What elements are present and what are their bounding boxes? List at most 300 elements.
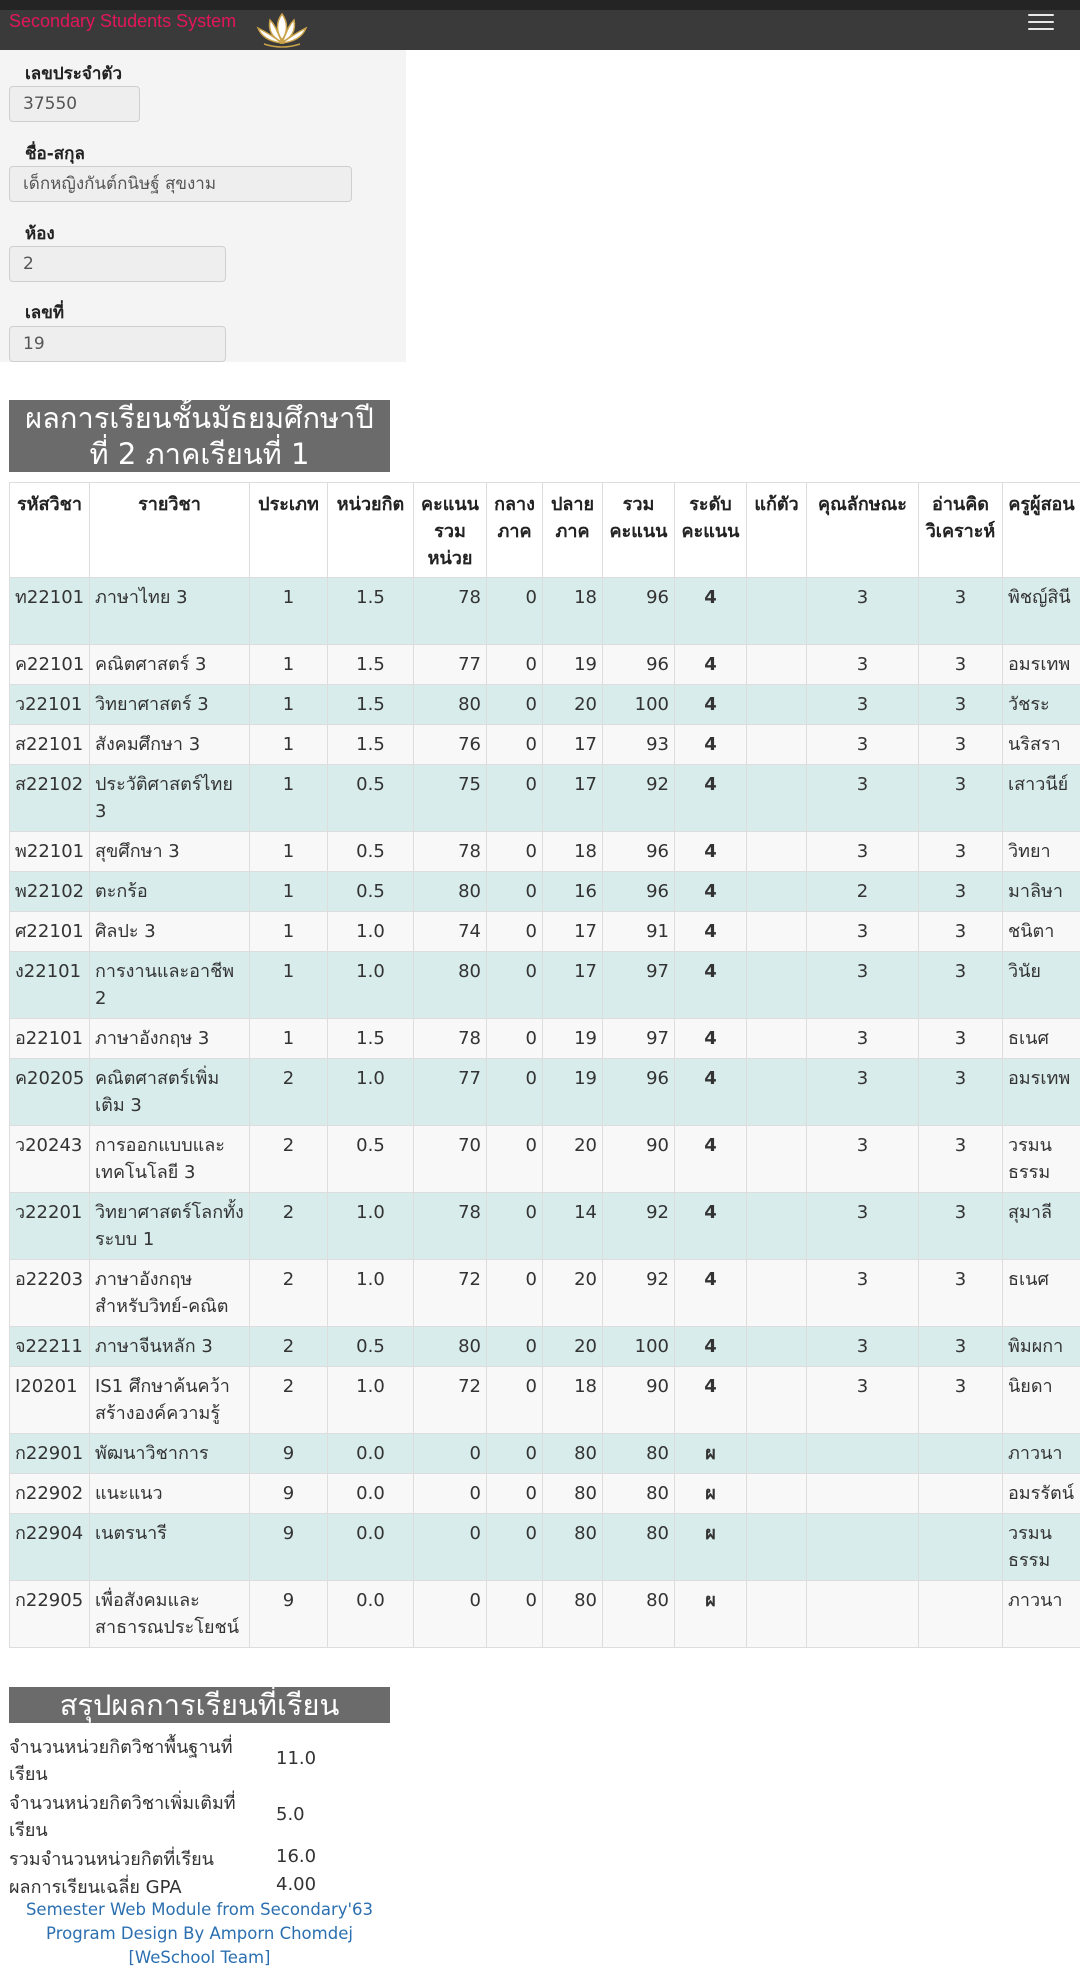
cell-code: I20201 [10, 1367, 90, 1434]
cell-final: 20 [543, 685, 603, 725]
cell-total: 90 [603, 1367, 675, 1434]
col-header: ครูผู้สอน [1003, 483, 1080, 578]
cell-credit: 1.0 [328, 1193, 414, 1260]
cell-code: ว22101 [10, 685, 90, 725]
cell-final: 14 [543, 1193, 603, 1260]
cell-final: 18 [543, 832, 603, 872]
cell-final: 19 [543, 1059, 603, 1126]
footer-line2[interactable]: Program Design By Amporn Chomdej [WeSchool Team] [46, 1924, 353, 1967]
col-header: แก้ตัว [747, 483, 807, 578]
cell-unit-score: 76 [414, 725, 487, 765]
table-row [10, 765, 1080, 832]
cell-credit: 0.5 [328, 832, 414, 872]
cell-final: 17 [543, 725, 603, 765]
summary-panel [9, 1734, 390, 1902]
summary-value: 16.0 [276, 1846, 317, 1867]
cell-final: 20 [543, 1260, 603, 1327]
cell-type: 2 [250, 1327, 328, 1367]
cell-unit-score: 0 [414, 1581, 487, 1648]
cell-trait: 3 [807, 912, 919, 952]
cell-grade: ผ [675, 1581, 747, 1648]
col-header: ระดับคะแนน [675, 483, 747, 578]
cell-total: 93 [603, 725, 675, 765]
table-row [10, 685, 1080, 725]
grades-title [9, 400, 390, 472]
cell-mid: 0 [487, 1434, 543, 1474]
table-row [10, 1126, 1080, 1193]
cell-subject: สังคมศึกษา 3 [90, 725, 250, 765]
cell-code: อ22101 [10, 1019, 90, 1059]
cell-trait: 2 [807, 872, 919, 912]
col-header: ปลายภาค [543, 483, 603, 578]
cell-mid: 0 [487, 1581, 543, 1648]
cell-retake [747, 578, 807, 645]
cell-grade: 4 [675, 1193, 747, 1260]
col-header: คุณลักษณะ [807, 483, 919, 578]
cell-type: 2 [250, 1126, 328, 1193]
cell-teacher: วัชระ [1003, 685, 1080, 725]
cell-teacher: พิมผกา [1003, 1327, 1080, 1367]
cell-teacher: อมรเทพ [1003, 1059, 1080, 1126]
cell-trait [807, 1474, 919, 1514]
cell-teacher: ธเนศ [1003, 1019, 1080, 1059]
cell-grade: ผ [675, 1474, 747, 1514]
cell-final: 80 [543, 1581, 603, 1648]
cell-code: ง22101 [10, 952, 90, 1019]
cell-trait: 3 [807, 952, 919, 1019]
cell-mid: 0 [487, 952, 543, 1019]
cell-type: 1 [250, 725, 328, 765]
cell-retake [747, 1581, 807, 1648]
cell-type: 9 [250, 1474, 328, 1514]
cell-subject: พัฒนาวิชาการ [90, 1434, 250, 1474]
cell-type: 2 [250, 1059, 328, 1126]
cell-code: ค22101 [10, 645, 90, 685]
table-row [10, 1514, 1080, 1581]
cell-total: 92 [603, 765, 675, 832]
brand-title[interactable]: Secondary Students System [9, 11, 237, 31]
cell-unit-score: 77 [414, 1059, 487, 1126]
table-row [10, 1019, 1080, 1059]
cell-mid: 0 [487, 912, 543, 952]
cell-reading [919, 1514, 1003, 1581]
cell-teacher: ชนิตา [1003, 912, 1080, 952]
cell-trait: 3 [807, 1126, 919, 1193]
table-row [10, 578, 1080, 645]
cell-total: 96 [603, 872, 675, 912]
cell-subject: ภาษาอังกฤษ 3 [90, 1019, 250, 1059]
cell-trait: 3 [807, 578, 919, 645]
cell-unit-score: 0 [414, 1474, 487, 1514]
cell-unit-score: 80 [414, 872, 487, 912]
cell-code: ก22901 [10, 1434, 90, 1474]
cell-retake [747, 1126, 807, 1193]
cell-mid: 0 [487, 1260, 543, 1327]
cell-reading: 3 [919, 1126, 1003, 1193]
cell-code: ก22902 [10, 1474, 90, 1514]
cell-credit: 1.0 [328, 952, 414, 1019]
col-header: อ่านคิดวิเคราะห์ [919, 483, 1003, 578]
cell-mid: 0 [487, 1193, 543, 1260]
cell-unit-score: 75 [414, 765, 487, 832]
cell-teacher: วินัย [1003, 952, 1080, 1019]
cell-unit-score: 0 [414, 1514, 487, 1581]
cell-subject: เนตรนารี [90, 1514, 250, 1581]
cell-type: 2 [250, 1260, 328, 1327]
cell-type: 9 [250, 1581, 328, 1648]
cell-grade: 4 [675, 765, 747, 832]
cell-reading [919, 1474, 1003, 1514]
cell-unit-score: 78 [414, 832, 487, 872]
cell-trait: 3 [807, 1327, 919, 1367]
cell-reading: 3 [919, 832, 1003, 872]
cell-grade: 4 [675, 1059, 747, 1126]
cell-code: ค20205 [10, 1059, 90, 1126]
cell-type: 1 [250, 832, 328, 872]
lotus-icon [254, 10, 310, 48]
cell-grade: 4 [675, 872, 747, 912]
grades-title-line1: ผลการเรียนชั้นมัธยมศึกษาปี [25, 401, 374, 435]
cell-subject: การงานและอาชีพ 2 [90, 952, 250, 1019]
cell-credit: 1.5 [328, 578, 414, 645]
cell-code: ก22904 [10, 1514, 90, 1581]
top-navbar [0, 0, 1080, 50]
cell-subject: ภาษาอังกฤษสำหรับวิทย์-คณิต [90, 1260, 250, 1327]
cell-trait [807, 1514, 919, 1581]
cell-final: 17 [543, 912, 603, 952]
summary-label: จำนวนหน่วยกิตวิชาเพิ่มเติมที่เรียน [9, 1793, 236, 1841]
cell-credit: 0.0 [328, 1514, 414, 1581]
table-row [10, 1193, 1080, 1260]
cell-grade: 4 [675, 952, 747, 1019]
cell-unit-score: 74 [414, 912, 487, 952]
footer-line1[interactable]: Semester Web Module from Secondary'63 [25, 1900, 374, 1919]
cell-unit-score: 72 [414, 1367, 487, 1434]
cell-reading: 3 [919, 952, 1003, 1019]
cell-teacher: วิทยา [1003, 832, 1080, 872]
room-field[interactable]: 2 [9, 246, 226, 282]
cell-mid: 0 [487, 872, 543, 912]
cell-retake [747, 645, 807, 685]
cell-credit: 0.0 [328, 1581, 414, 1648]
cell-unit-score: 78 [414, 1193, 487, 1260]
cell-retake [747, 765, 807, 832]
name-field[interactable]: เด็กหญิงกันต์กนิษฐ์ สุขงาม [9, 166, 352, 202]
cell-reading: 3 [919, 1059, 1003, 1126]
cell-subject: วิทยาศาสตร์โลกทั้งระบบ 1 [90, 1193, 250, 1260]
room-label: ห้อง [25, 224, 55, 244]
cell-teacher: สุมาลี [1003, 1193, 1080, 1260]
cell-grade: 4 [675, 832, 747, 872]
cell-type: 9 [250, 1434, 328, 1474]
table-row [10, 832, 1080, 872]
cell-retake [747, 1059, 807, 1126]
cell-subject: สุขศึกษา 3 [90, 832, 250, 872]
cell-reading: 3 [919, 1327, 1003, 1367]
table-row [10, 1434, 1080, 1474]
cell-trait: 3 [807, 832, 919, 872]
cell-retake [747, 1434, 807, 1474]
col-header: กลางภาค [487, 483, 543, 578]
footer [9, 1898, 390, 1970]
cell-grade: 4 [675, 578, 747, 645]
cell-total: 80 [603, 1474, 675, 1514]
cell-credit: 0.5 [328, 872, 414, 912]
cell-credit: 1.0 [328, 1260, 414, 1327]
cell-grade: 4 [675, 1260, 747, 1327]
cell-reading: 3 [919, 685, 1003, 725]
cell-subject: IS1 ศึกษาค้นคว้าสร้างองค์ความรู้ [90, 1367, 250, 1434]
cell-mid: 0 [487, 1514, 543, 1581]
cell-credit: 0.0 [328, 1474, 414, 1514]
id-label: เลขประจำตัว [25, 64, 122, 84]
cell-credit: 0.5 [328, 1126, 414, 1193]
cell-credit: 1.0 [328, 1059, 414, 1126]
cell-total: 80 [603, 1514, 675, 1581]
cell-final: 17 [543, 952, 603, 1019]
cell-subject: ภาษาไทย 3 [90, 578, 250, 645]
cell-subject: แนะแนว [90, 1474, 250, 1514]
cell-trait: 3 [807, 1193, 919, 1260]
cell-type: 2 [250, 1367, 328, 1434]
number-label: เลขที่ [25, 303, 65, 323]
summary-row [9, 1734, 390, 1790]
cell-grade: ผ [675, 1514, 747, 1581]
summary-value: 11.0 [276, 1748, 317, 1769]
table-row [10, 1327, 1080, 1367]
cell-final: 19 [543, 645, 603, 685]
cell-retake [747, 872, 807, 912]
cell-type: 1 [250, 872, 328, 912]
col-header: รวมคะแนน [603, 483, 675, 578]
cell-code: พ22101 [10, 832, 90, 872]
cell-mid: 0 [487, 1059, 543, 1126]
cell-code: จ22211 [10, 1327, 90, 1367]
grades-table [9, 482, 1080, 1648]
cell-trait [807, 1581, 919, 1648]
cell-unit-score: 80 [414, 952, 487, 1019]
cell-type: 1 [250, 765, 328, 832]
cell-code: อ22203 [10, 1260, 90, 1327]
cell-type: 1 [250, 1019, 328, 1059]
cell-trait: 3 [807, 1019, 919, 1059]
cell-credit: 0.0 [328, 1434, 414, 1474]
summary-row [9, 1790, 390, 1846]
cell-grade: 4 [675, 1126, 747, 1193]
cell-grade: 4 [675, 912, 747, 952]
cell-type: 1 [250, 952, 328, 1019]
cell-unit-score: 78 [414, 1019, 487, 1059]
cell-total: 91 [603, 912, 675, 952]
cell-total: 100 [603, 685, 675, 725]
cell-code: พ22102 [10, 872, 90, 912]
cell-credit: 0.5 [328, 1327, 414, 1367]
cell-retake [747, 725, 807, 765]
cell-unit-score: 80 [414, 1327, 487, 1367]
col-header: ประเภท [250, 483, 328, 578]
cell-credit: 1.0 [328, 1367, 414, 1434]
cell-teacher: นริสรา [1003, 725, 1080, 765]
cell-retake [747, 1474, 807, 1514]
cell-trait: 3 [807, 765, 919, 832]
cell-mid: 0 [487, 725, 543, 765]
table-row [10, 645, 1080, 685]
cell-reading: 3 [919, 1019, 1003, 1059]
cell-unit-score: 77 [414, 645, 487, 685]
cell-mid: 0 [487, 832, 543, 872]
cell-reading: 3 [919, 725, 1003, 765]
cell-credit: 1.5 [328, 645, 414, 685]
grades-title-line2: ที่ 2 ภาคเรียนที่ 1 [89, 437, 310, 471]
col-header: รายวิชา [90, 483, 250, 578]
summary-label: รวมจำนวนหน่วยกิตที่เรียน [9, 1849, 214, 1870]
table-row [10, 1260, 1080, 1327]
cell-final: 80 [543, 1514, 603, 1581]
cell-final: 20 [543, 1327, 603, 1367]
student-profile [0, 50, 406, 362]
cell-type: 1 [250, 912, 328, 952]
cell-code: ว22201 [10, 1193, 90, 1260]
cell-final: 18 [543, 1367, 603, 1434]
cell-grade: 4 [675, 1327, 747, 1367]
cell-reading: 3 [919, 1367, 1003, 1434]
cell-credit: 1.0 [328, 912, 414, 952]
cell-total: 80 [603, 1581, 675, 1648]
cell-teacher: ภาวนา [1003, 1434, 1080, 1474]
cell-trait: 3 [807, 1260, 919, 1327]
cell-subject: ตะกร้อ [90, 872, 250, 912]
cell-retake [747, 832, 807, 872]
name-label: ชื่อ-สกุล [25, 144, 85, 164]
cell-total: 97 [603, 952, 675, 1019]
cell-final: 19 [543, 1019, 603, 1059]
cell-teacher: เสาวนีย์ [1003, 765, 1080, 832]
cell-teacher: อมรเทพ [1003, 645, 1080, 685]
table-header-row [10, 483, 1080, 578]
cell-subject: คณิตศาสตร์ 3 [90, 645, 250, 685]
cell-total: 96 [603, 578, 675, 645]
number-field[interactable]: 19 [9, 326, 226, 362]
cell-mid: 0 [487, 645, 543, 685]
cell-teacher: ภาวนา [1003, 1581, 1080, 1648]
cell-subject: การออกแบบและเทคโนโลยี 3 [90, 1126, 250, 1193]
cell-grade: 4 [675, 725, 747, 765]
cell-type: 1 [250, 645, 328, 685]
table-row [10, 1581, 1080, 1648]
cell-unit-score: 72 [414, 1260, 487, 1327]
summary-value: 4.00 [276, 1874, 317, 1895]
summary-value: 5.0 [276, 1804, 305, 1825]
cell-credit: 1.5 [328, 725, 414, 765]
cell-retake [747, 1193, 807, 1260]
cell-code: ท22101 [10, 578, 90, 645]
cell-final: 20 [543, 1126, 603, 1193]
cell-mid: 0 [487, 1327, 543, 1367]
cell-trait: 3 [807, 725, 919, 765]
cell-reading: 3 [919, 912, 1003, 952]
cell-reading: 3 [919, 1193, 1003, 1260]
cell-mid: 0 [487, 578, 543, 645]
cell-total: 97 [603, 1019, 675, 1059]
table-row [10, 1059, 1080, 1126]
cell-retake [747, 1514, 807, 1581]
cell-mid: 0 [487, 1019, 543, 1059]
cell-grade: ผ [675, 1434, 747, 1474]
cell-grade: 4 [675, 645, 747, 685]
cell-teacher: พิชญ์สินี [1003, 578, 1080, 645]
cell-subject: ประวัติศาสตร์ไทย 3 [90, 765, 250, 832]
cell-final: 18 [543, 578, 603, 645]
cell-trait [807, 1434, 919, 1474]
cell-type: 1 [250, 685, 328, 725]
cell-retake [747, 1260, 807, 1327]
cell-retake [747, 685, 807, 725]
cell-teacher: ธเนศ [1003, 1260, 1080, 1327]
cell-final: 17 [543, 765, 603, 832]
cell-code: ศ22101 [10, 912, 90, 952]
cell-teacher: วรมนธรรม [1003, 1126, 1080, 1193]
summary-title: สรุปผลการเรียนที่เรียน [9, 1687, 390, 1723]
cell-total: 90 [603, 1126, 675, 1193]
cell-total: 96 [603, 832, 675, 872]
cell-subject: ภาษาจีนหลัก 3 [90, 1327, 250, 1367]
cell-grade: 4 [675, 1019, 747, 1059]
cell-subject: คณิตศาสตร์เพิ่มเติม 3 [90, 1059, 250, 1126]
cell-type: 9 [250, 1514, 328, 1581]
table-row [10, 912, 1080, 952]
cell-code: ก22905 [10, 1581, 90, 1648]
cell-reading: 3 [919, 872, 1003, 912]
cell-subject: วิทยาศาสตร์ 3 [90, 685, 250, 725]
cell-mid: 0 [487, 1367, 543, 1434]
cell-trait: 3 [807, 1367, 919, 1434]
cell-reading: 3 [919, 578, 1003, 645]
summary-row [9, 1846, 390, 1874]
cell-mid: 0 [487, 1474, 543, 1514]
id-field[interactable]: 37550 [9, 86, 140, 122]
cell-mid: 0 [487, 1126, 543, 1193]
cell-grade: 4 [675, 685, 747, 725]
cell-type: 2 [250, 1193, 328, 1260]
cell-code: ว20243 [10, 1126, 90, 1193]
cell-grade: 4 [675, 1367, 747, 1434]
cell-unit-score: 0 [414, 1434, 487, 1474]
cell-trait: 3 [807, 645, 919, 685]
cell-reading: 3 [919, 765, 1003, 832]
table-row [10, 1367, 1080, 1434]
cell-total: 92 [603, 1193, 675, 1260]
col-header: คะแนนรวมหน่วย [414, 483, 487, 578]
cell-retake [747, 1367, 807, 1434]
cell-total: 100 [603, 1327, 675, 1367]
summary-label: ผลการเรียนเฉลี่ย GPA [9, 1877, 182, 1898]
cell-total: 92 [603, 1260, 675, 1327]
cell-reading: 3 [919, 1260, 1003, 1327]
cell-mid: 0 [487, 765, 543, 832]
table-row [10, 725, 1080, 765]
cell-subject: ศิลปะ 3 [90, 912, 250, 952]
cell-total: 80 [603, 1434, 675, 1474]
cell-teacher: วรมนธรรม [1003, 1514, 1080, 1581]
cell-credit: 0.5 [328, 765, 414, 832]
table-row [10, 872, 1080, 912]
cell-credit: 1.5 [328, 685, 414, 725]
summary-label: จำนวนหน่วยกิตวิชาพื้นฐานที่เรียน [9, 1737, 233, 1785]
hamburger-icon[interactable] [1028, 14, 1054, 32]
cell-credit: 1.5 [328, 1019, 414, 1059]
cell-unit-score: 80 [414, 685, 487, 725]
cell-type: 1 [250, 578, 328, 645]
